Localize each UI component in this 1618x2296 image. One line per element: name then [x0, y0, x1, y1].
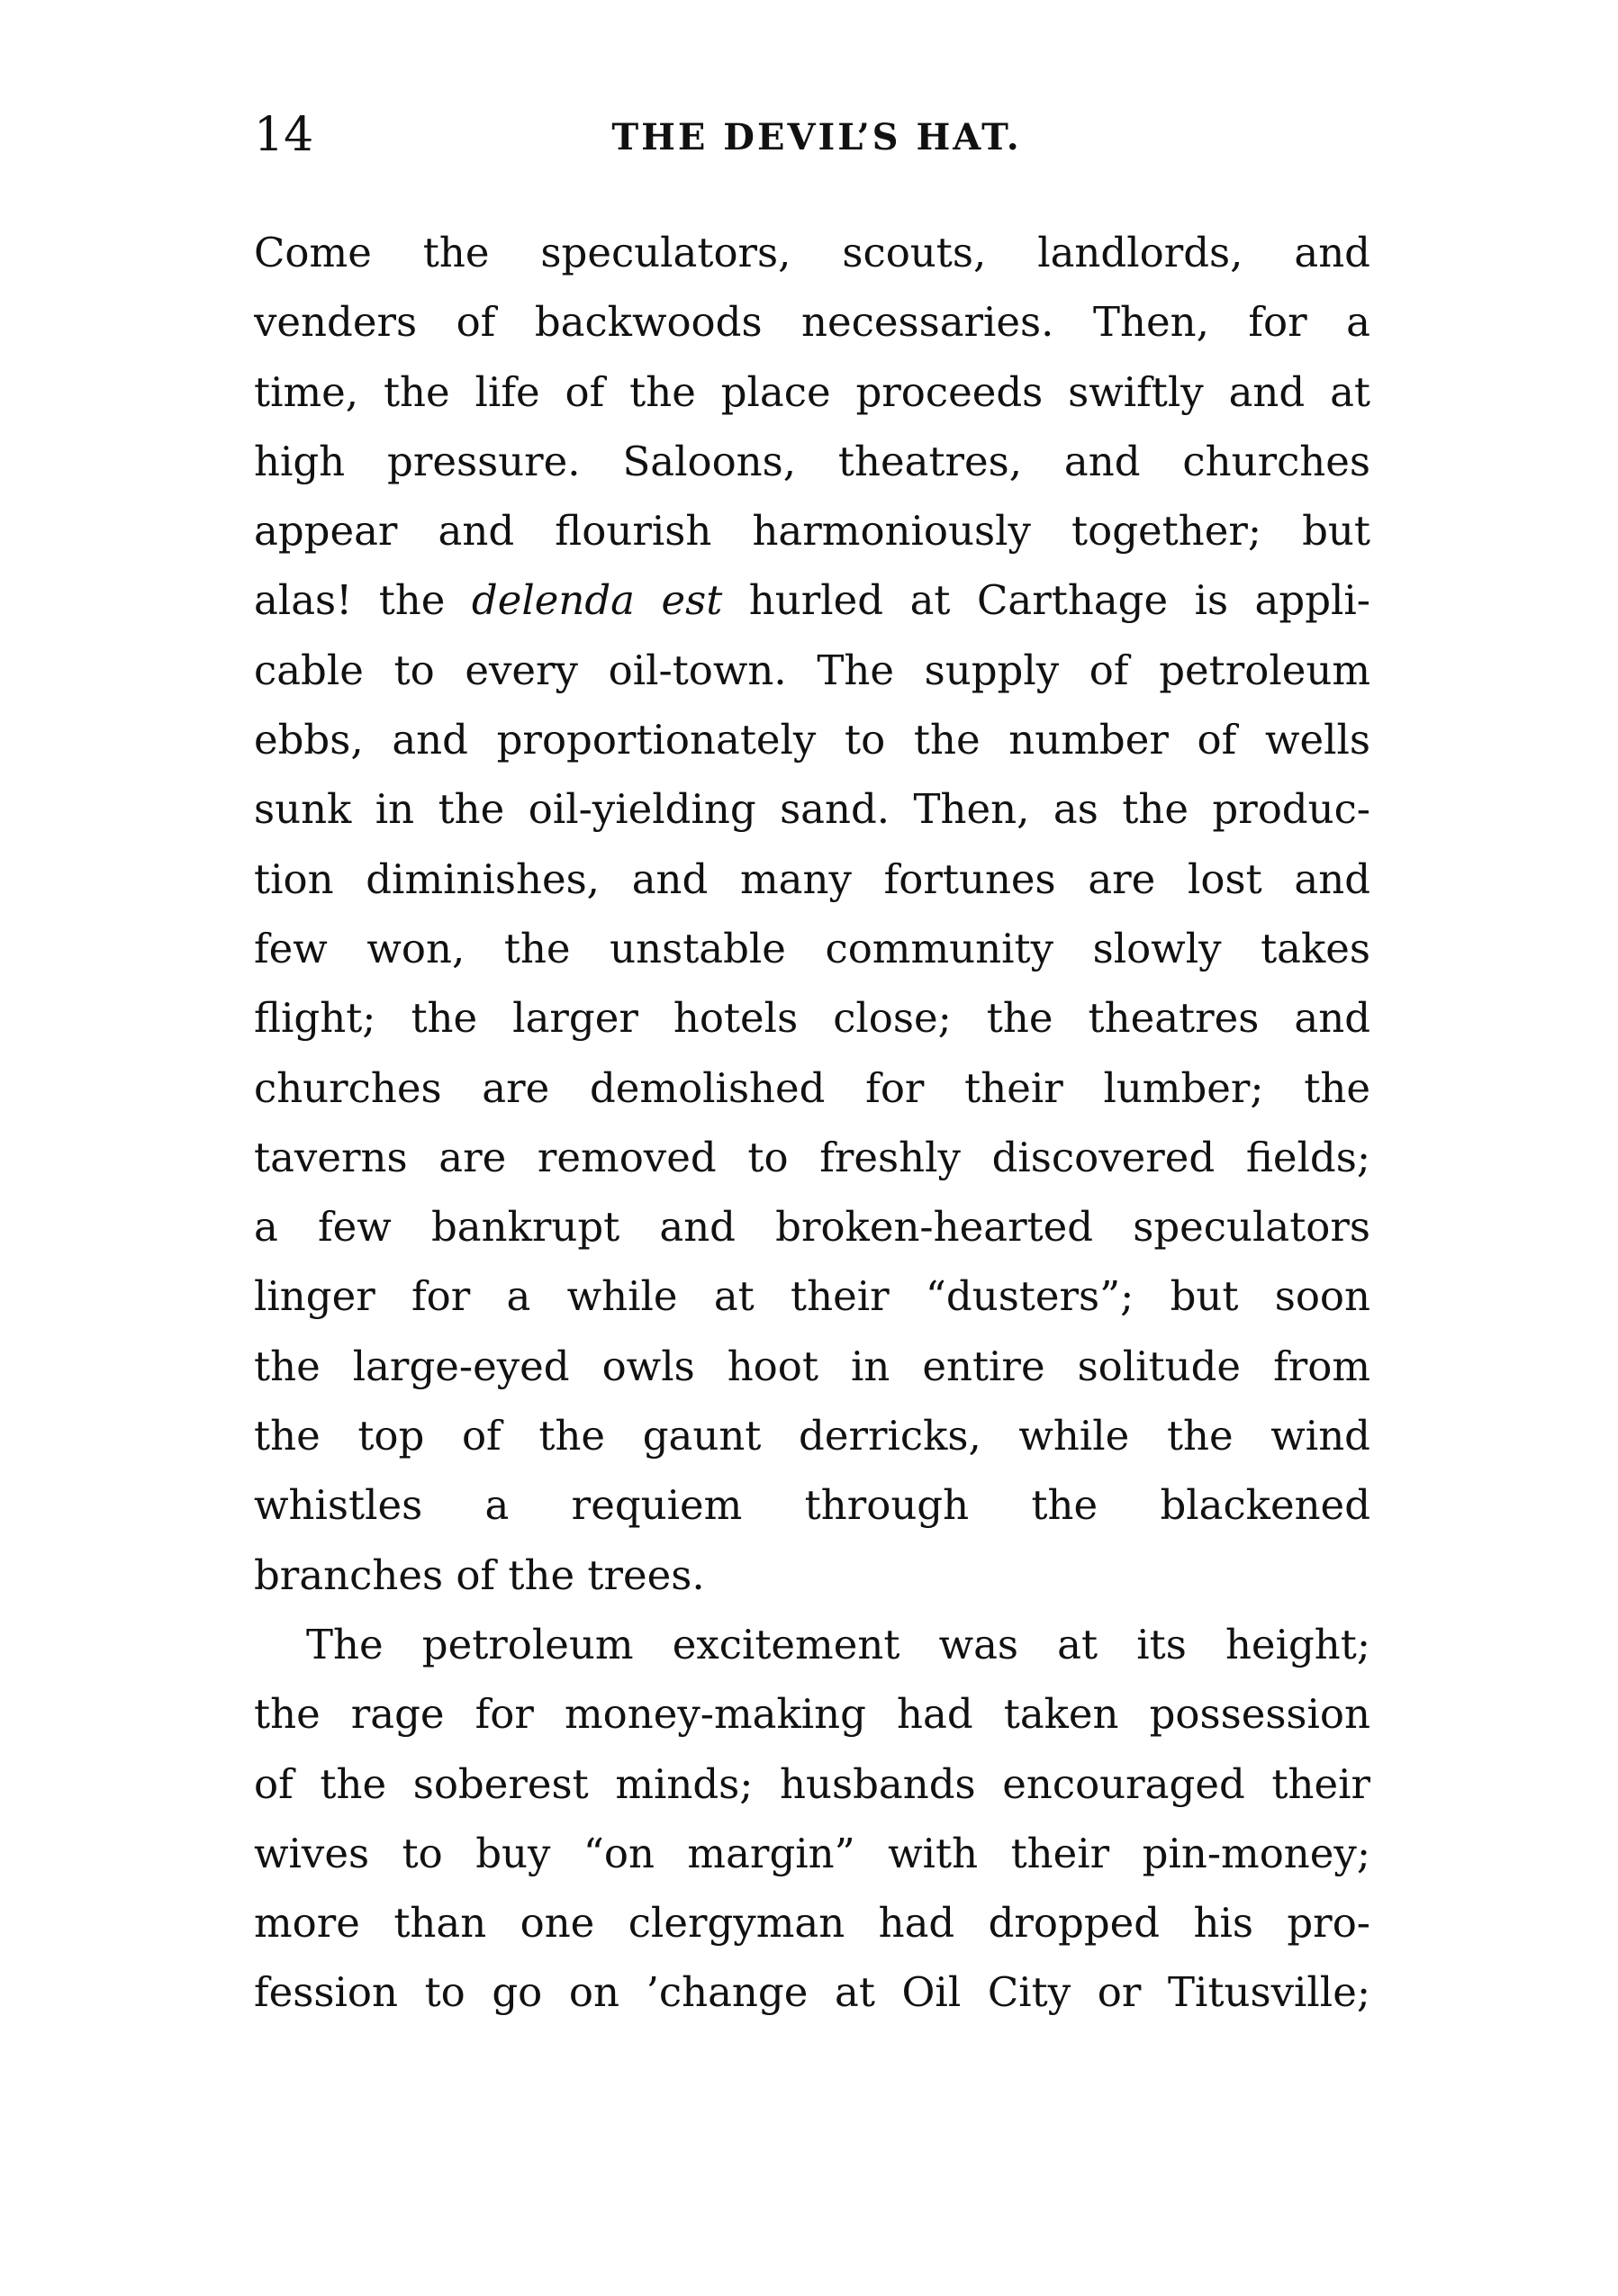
text-line: high pressure. Saloons, theatres, and churches [254, 437, 1370, 485]
italic-phrase: delenda est [471, 576, 723, 625]
text-line: The petroleum excitement was at its height; [306, 1620, 1370, 1668]
text-line: the top of the gaunt derricks, while the wind [254, 1412, 1370, 1460]
text-line: flight; the larger hotels close; the theatres and [254, 994, 1370, 1043]
text-segment: alas! the [254, 576, 472, 625]
text-line: more than one clergyman had dropped his pro- [254, 1899, 1370, 1948]
text-line: tion diminishes, and many fortunes are lost and [254, 854, 1370, 903]
running-title: THE DEVIL’S HAT. [611, 116, 1022, 158]
text-line: ebbs, and proportionately to the number of wells [254, 716, 1370, 764]
text-line: the rage for money-making had taken possession [254, 1690, 1370, 1739]
text-line: of the soberest minds; husbands encouraged their [254, 1759, 1370, 1808]
text-line: branches of the trees. [254, 1550, 705, 1599]
text-line: few won, the unstable community slowly takes [254, 924, 1370, 972]
running-head [254, 101, 1370, 182]
text-line: whistles a requiem through the blackened [254, 1481, 1370, 1530]
text-line: a few bankrupt and broken-hearted speculators [254, 1203, 1370, 1252]
text-line: time, the life of the place proceeds swiftly and at [254, 367, 1370, 416]
text-line: fession to go on ’change at Oil City or Titusville; [254, 1968, 1370, 2017]
text-line: wives to buy “on margin” with their pin-money; [254, 1829, 1370, 1877]
text-line: cable to every oil-town. The supply of petroleum [254, 646, 1370, 694]
text-line: appear and flourish harmoniously together; but [254, 507, 1370, 556]
paragraph-2 [254, 1610, 1370, 2028]
text-line: Come the speculators, scouts, landlords, and [254, 229, 1370, 276]
paragraph-1 [254, 218, 1370, 1610]
text-segment: hurled at Carthage is appli- [722, 576, 1370, 625]
page-number: 14 [254, 108, 314, 162]
text-line: the large-eyed owls hoot in entire solitude from [254, 1342, 1370, 1390]
text-line: taverns are removed to freshly discovered fields; [254, 1133, 1370, 1181]
body-text [254, 218, 1370, 2028]
text-line: linger for a while at their “dusters”; but soon [254, 1272, 1370, 1321]
text-line-with-italic [254, 565, 1370, 635]
text-line: churches are demolished for their lumber; the [254, 1063, 1370, 1112]
text-line: venders of backwoods necessaries. Then, for a [254, 298, 1370, 347]
text-line: sunk in the oil-yielding sand. Then, as the produc- [254, 785, 1370, 834]
book-page [254, 101, 1370, 2172]
